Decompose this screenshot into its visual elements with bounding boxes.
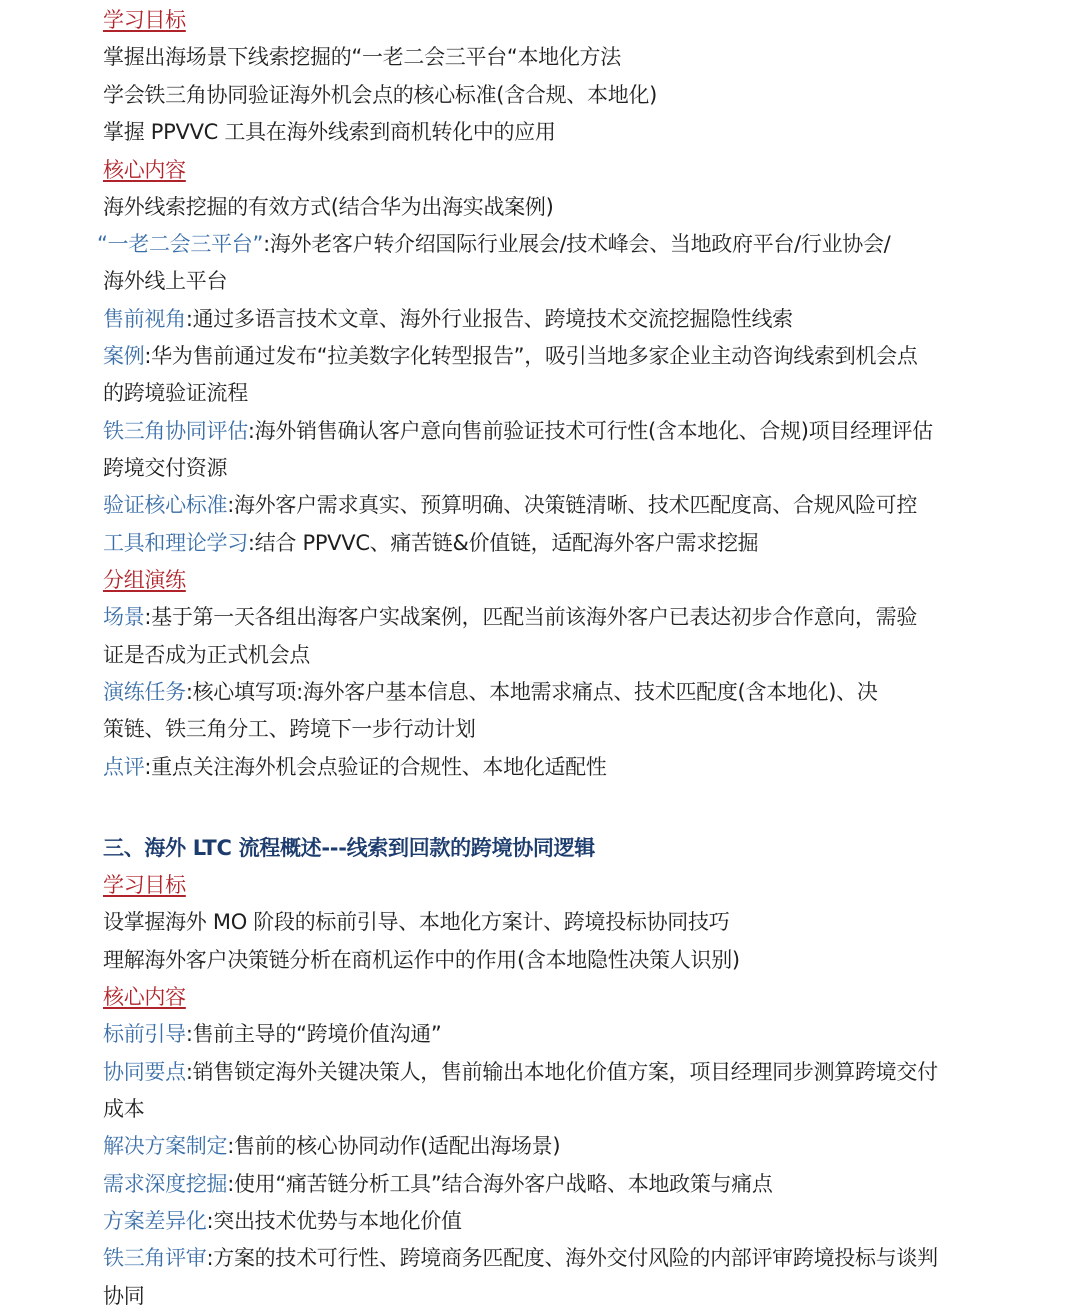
core-intro: 海外线索挖掘的有效方式(结合华为出海实战案例) [103, 195, 554, 219]
diff-paragraph [103, 1207, 462, 1235]
coop-text-cont: 成本 [103, 1097, 145, 1121]
presale-text: :通过多语言技术文章、海外行业报告、跨境技术交流挖掘隐性线索 [185, 307, 793, 331]
core-content-heading: 核心内容 [103, 158, 186, 182]
task-text: :核心填写项:海外客户基本信息、本地需求痛点、技术匹配度(含本地化)、决 [185, 680, 878, 704]
diff-label: 方案差异化 [103, 1209, 207, 1233]
review-text: :重点关注海外机会点验证的合规性、本地化适配性 [144, 755, 607, 779]
goal-item: 掌握出海场景下线索挖掘的“一老二会三平台“本地化方法 [103, 45, 621, 69]
bid-text: :售前主导的“跨境价值沟通” [185, 1022, 442, 1046]
triangle-text-cont: 跨境交付资源 [103, 456, 228, 480]
demand-label: 需求深度挖掘 [103, 1172, 228, 1196]
triangle-text: :海外销售确认客户意向售前验证技术可行性(含本地化、合规)项目经理评估 [247, 419, 933, 443]
coop-text: :销售锁定海外关键决策人，售前输出本地化价值方案，项目经理同步测算跨境交付 [185, 1060, 938, 1084]
verify-paragraph [103, 491, 917, 519]
goal-item: 学会铁三角协同验证海外机会点的核心标准(含合规、本地化) [103, 83, 657, 107]
triangle-review-text-cont: 协同 [103, 1284, 145, 1308]
learning-goal-heading: 学习目标 [103, 873, 186, 897]
scene-label: 场景 [103, 605, 145, 629]
solution-label: 解决方案制定 [103, 1134, 228, 1158]
scene-text-cont: 证是否成为正式机会点 [103, 643, 310, 667]
tools-paragraph [103, 529, 758, 557]
bid-paragraph [103, 1020, 441, 1048]
case-paragraph [103, 342, 918, 370]
verify-label: 验证核心标准 [103, 493, 228, 517]
goal-item: 设掌握海外 MO 阶段的标前引导、本地化方案计、跨境投标协同技巧 [103, 910, 730, 934]
scene-paragraph [103, 603, 917, 631]
task-paragraph [103, 678, 878, 706]
bid-label: 标前引导 [103, 1022, 186, 1046]
platform-label: “一老二会三平台” [97, 232, 264, 256]
coop-label: 协同要点 [103, 1060, 186, 1084]
platform-text-cont: 海外线上平台 [103, 269, 228, 293]
task-label: 演练任务 [103, 680, 186, 704]
case-text-cont: 的跨境验证流程 [103, 381, 248, 405]
platform-paragraph [97, 230, 890, 258]
solution-text: :售前的核心协同动作(适配出海场景) [227, 1134, 561, 1158]
case-text: :华为售前通过发布“拉美数字化转型报告”，吸引当地多家企业主动咨询线索到机会点 [144, 344, 918, 368]
case-label: 案例 [103, 344, 145, 368]
platform-text: :海外老客户转介绍国际行业展会/技术峰会、当地政府平台/行业协会/ [263, 232, 891, 256]
presale-label: 售前视角 [103, 307, 186, 331]
task-text-cont: 策链、铁三角分工、跨境下一步行动计划 [103, 717, 476, 741]
triangle-review-label: 铁三角评审 [103, 1246, 207, 1270]
tools-text: :结合 PPVVC、痛苦链&价值链，适配海外客户需求挖掘 [247, 531, 759, 555]
triangle-label: 铁三角协同评估 [103, 419, 248, 443]
triangle-review-text: :方案的技术可行性、跨境商务匹配度、海外交付风险的内部评审跨境投标与谈判 [206, 1246, 938, 1270]
demand-paragraph [103, 1170, 773, 1198]
presale-paragraph [103, 305, 793, 333]
goal-item: 理解海外客户决策链分析在商机运作中的作用(含本地隐性决策人识别) [103, 948, 740, 972]
demand-text: :使用“痛苦链分析工具”结合海外客户战略、本地政策与痛点 [227, 1172, 773, 1196]
scene-text: :基于第一天各组出海客户实战案例，匹配当前该海外客户已表达初步合作意向，需验 [144, 605, 918, 629]
triangle-paragraph [103, 417, 933, 445]
review-label: 点评 [103, 755, 145, 779]
review-paragraph [103, 753, 607, 781]
goal-item: 掌握 PPVVC 工具在海外线索到商机转化中的应用 [103, 120, 556, 144]
section-title: 三、海外 LTC 流程概述---线索到回款的跨境协同逻辑 [103, 836, 596, 860]
diff-text: :突出技术优势与本地化价值 [206, 1209, 462, 1233]
triangle-review-paragraph [103, 1244, 938, 1272]
tools-label: 工具和理论学习 [103, 531, 248, 555]
verify-text: :海外客户需求真实、预算明确、决策链清晰、技术匹配度高、合规风险可控 [227, 493, 918, 517]
core-content-heading: 核心内容 [103, 985, 186, 1009]
coop-paragraph [103, 1058, 938, 1086]
group-drill-heading: 分组演练 [103, 568, 186, 592]
learning-goal-heading: 学习目标 [103, 8, 186, 32]
solution-paragraph [103, 1132, 560, 1160]
